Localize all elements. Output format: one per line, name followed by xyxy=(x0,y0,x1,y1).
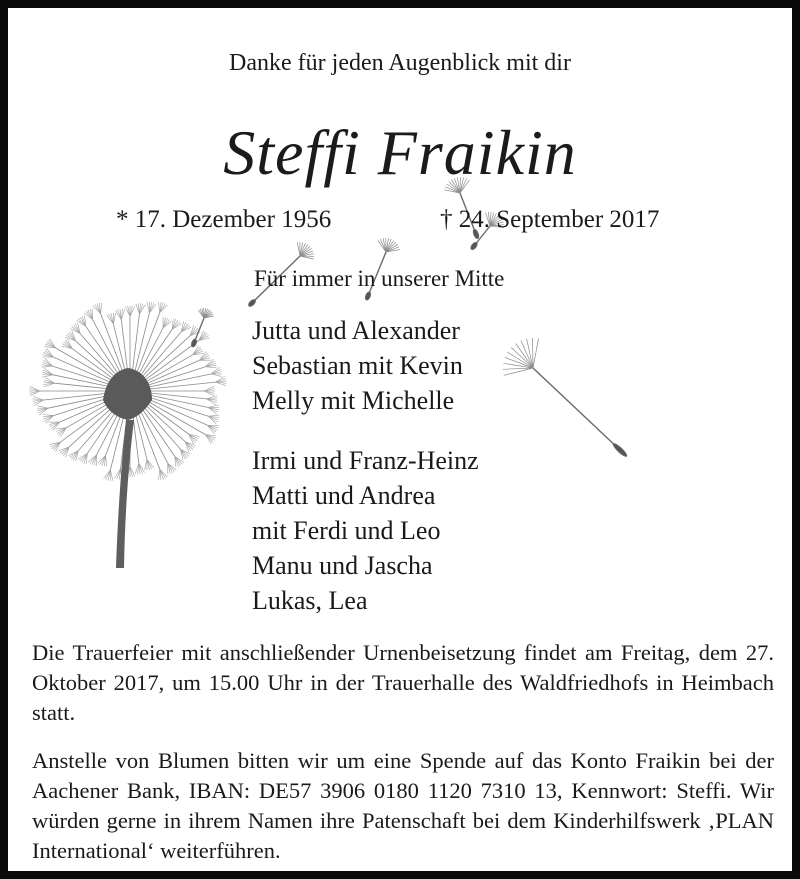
mourner-line: Jutta und Alexander xyxy=(252,316,460,345)
mourner-line: Lukas, Lea xyxy=(252,586,368,615)
mourner-line: Manu und Jascha xyxy=(252,551,433,580)
mourners-group-2 xyxy=(252,443,479,618)
dandelion-stem xyxy=(116,420,134,568)
birth-date: * 17. Dezember 1956 xyxy=(116,206,332,233)
mourner-line: Melly mit Michelle xyxy=(252,386,455,415)
mourners-group-1 xyxy=(252,313,463,418)
donation-info: Anstelle von Blumen bitten wir um eine Spende auf das Konto Fraikin bei der Aachener Bank, IBAN: DE57 3906 0180 1120 7310 13, Kennwort: Steffi. Wir würden gerne in ihrem Namen ihre Patenschaft bei dem Kinderhilfswerk ‚PLAN International‘ weiterführen. xyxy=(32,748,774,863)
deceased-name: Steffi Fraikin xyxy=(223,117,577,188)
motto: Danke für jeden Augenblick mit dir xyxy=(229,50,571,76)
death-date: † 24. September 2017 xyxy=(440,206,660,233)
mourner-line: mit Ferdi und Leo xyxy=(252,516,441,545)
mourner-line: Matti und Andrea xyxy=(252,481,436,510)
mourner-line: Irmi und Franz-Heinz xyxy=(252,446,479,475)
mourner-line: Sebastian mit Kevin xyxy=(252,351,463,380)
funeral-info: Die Trauerfeier mit anschließender Urnenbeisetzung findet am Freitag, dem 27. Oktober 2017, um 15.00 Uhr in der Trauerhalle des Waldfriedhofs in Heimbach statt. xyxy=(32,640,774,725)
subtitle: Für immer in unserer Mitte xyxy=(254,266,505,291)
